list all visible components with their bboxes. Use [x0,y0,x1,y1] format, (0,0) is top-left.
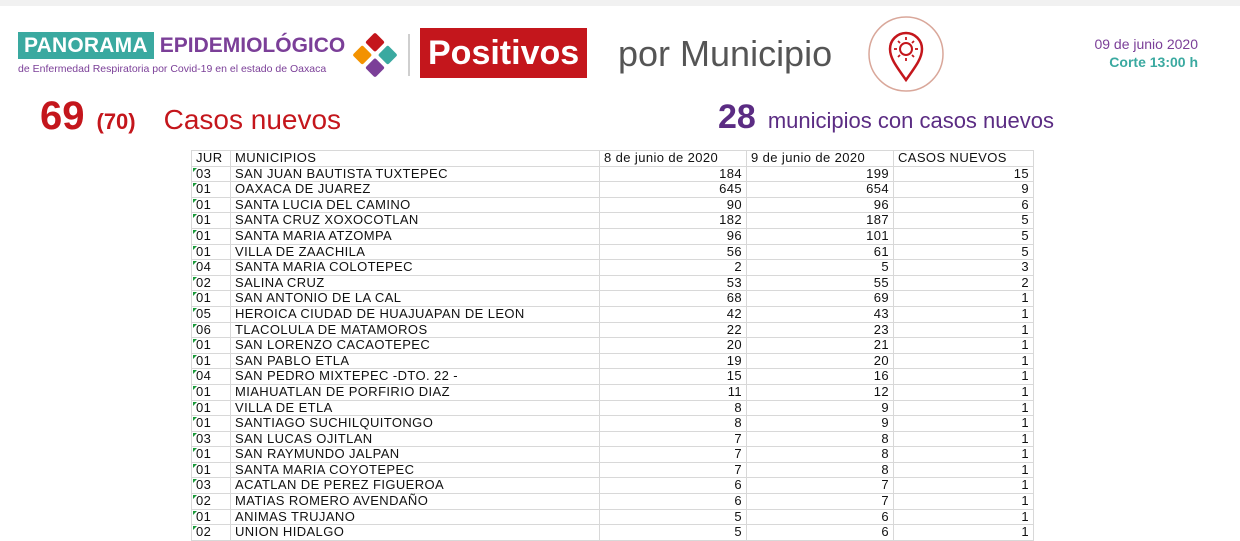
cell-municipio: HEROICA CIUDAD DE HUAJUAPAN DE LEON [231,306,600,322]
casos-nuevos-label: Casos nuevos [163,104,342,135]
cell-casos-nuevos: 1 [894,478,1034,494]
cell-jur: 03 [192,431,231,447]
brand-subtitle: de Enfermedad Respiratoria por Covid-19 en el estado de Oaxaca [18,63,327,75]
cell-8-junio: 184 [600,166,747,182]
cell-9-junio: 6 [747,525,894,541]
table-row [192,447,1034,463]
cell-8-junio: 8 [600,400,747,416]
report-date: 09 de junio 2020 [1094,36,1198,52]
table-row [192,384,1034,400]
cell-casos-nuevos: 1 [894,369,1034,385]
cell-8-junio: 19 [600,353,747,369]
col-header-jur: JUR [192,151,231,167]
table-row [192,197,1034,213]
cell-jur: 02 [192,525,231,541]
page-header [18,28,1228,100]
cell-casos-nuevos: 1 [894,306,1034,322]
table-row [192,306,1034,322]
cell-9-junio: 55 [747,275,894,291]
cell-casos-nuevos: 3 [894,260,1034,276]
table-row [192,509,1034,525]
cell-8-junio: 182 [600,213,747,229]
cell-9-junio: 187 [747,213,894,229]
cell-jur: 01 [192,213,231,229]
cell-municipio: SANTA MARIA ATZOMPA [231,228,600,244]
report-cutoff-time: Corte 13:00 h [1109,54,1198,70]
cell-8-junio: 11 [600,384,747,400]
cell-jur: 05 [192,306,231,322]
cell-casos-nuevos: 1 [894,338,1034,354]
cell-9-junio: 8 [747,462,894,478]
casos-nuevos-number: 69 [40,94,85,138]
table-row [192,260,1034,276]
cell-jur: 01 [192,338,231,354]
cell-municipio: SANTIAGO SUCHILQUITONGO [231,416,600,432]
table-row [192,244,1034,260]
table-row [192,525,1034,541]
cell-jur: 01 [192,400,231,416]
cell-casos-nuevos: 1 [894,322,1034,338]
brand-panorama: PANORAMA [18,32,154,59]
cell-8-junio: 56 [600,244,747,260]
cell-casos-nuevos: 1 [894,431,1034,447]
cell-8-junio: 7 [600,462,747,478]
municipios-summary [718,98,1054,137]
table-row [192,353,1034,369]
cell-jur: 04 [192,260,231,276]
casos-nuevos-summary [40,94,341,139]
casos-nuevos-parenthetical: (70) [96,109,136,134]
cell-8-junio: 2 [600,260,747,276]
cell-8-junio: 96 [600,228,747,244]
cell-8-junio: 645 [600,182,747,198]
cell-casos-nuevos: 9 [894,182,1034,198]
cell-casos-nuevos: 1 [894,462,1034,478]
cell-9-junio: 21 [747,338,894,354]
cell-jur: 01 [192,416,231,432]
cell-8-junio: 5 [600,525,747,541]
table-row [192,182,1034,198]
cell-jur: 01 [192,509,231,525]
title-por-municipio: por Municipio [618,33,833,74]
cell-municipio: SAN ANTONIO DE LA CAL [231,291,600,307]
brand-block [18,32,345,75]
col-header-8-junio: 8 de junio de 2020 [600,151,747,167]
header-divider [408,34,410,76]
cell-casos-nuevos: 5 [894,213,1034,229]
cell-8-junio: 90 [600,197,747,213]
cell-jur: 01 [192,244,231,260]
cell-9-junio: 16 [747,369,894,385]
cell-9-junio: 7 [747,494,894,510]
cell-municipio: ANIMAS TRUJANO [231,509,600,525]
table-body [192,166,1034,540]
cell-municipio: OAXACA DE JUAREZ [231,182,600,198]
cell-municipio: VILLA DE ZAACHILA [231,244,600,260]
col-header-casos-nuevos: CASOS NUEVOS [894,151,1034,167]
cell-casos-nuevos: 1 [894,525,1034,541]
cell-8-junio: 6 [600,478,747,494]
cell-jur: 01 [192,384,231,400]
cell-casos-nuevos: 1 [894,400,1034,416]
cell-casos-nuevos: 5 [894,244,1034,260]
cell-8-junio: 42 [600,306,747,322]
brand-row [18,32,345,59]
table-row [192,166,1034,182]
positivos-table-container [191,150,1034,541]
cell-jur: 01 [192,182,231,198]
cell-municipio: TLACOLULA DE MATAMOROS [231,322,600,338]
col-header-9-junio: 9 de junio de 2020 [747,151,894,167]
cell-casos-nuevos: 1 [894,384,1034,400]
cell-9-junio: 96 [747,197,894,213]
cell-casos-nuevos: 1 [894,353,1034,369]
top-strip [0,0,1240,6]
cell-9-junio: 199 [747,166,894,182]
cell-municipio: MATIAS ROMERO AVENDAÑO [231,494,600,510]
cell-municipio: SANTA LUCIA DEL CAMINO [231,197,600,213]
table-row [192,228,1034,244]
cell-casos-nuevos: 1 [894,494,1034,510]
cell-municipio: MIAHUATLAN DE PORFIRIO DIAZ [231,384,600,400]
table-row [192,338,1034,354]
date-block [1094,36,1198,70]
cell-jur: 01 [192,291,231,307]
municipios-number: 28 [718,98,756,136]
cell-municipio: VILLA DE ETLA [231,400,600,416]
cell-municipio: SAN RAYMUNDO JALPAN [231,447,600,463]
cell-casos-nuevos: 1 [894,447,1034,463]
cell-8-junio: 6 [600,494,747,510]
cell-9-junio: 12 [747,384,894,400]
table-row [192,291,1034,307]
cell-jur: 01 [192,228,231,244]
cell-9-junio: 8 [747,447,894,463]
cell-8-junio: 5 [600,509,747,525]
cell-jur: 02 [192,494,231,510]
cell-9-junio: 8 [747,431,894,447]
cell-9-junio: 23 [747,322,894,338]
cell-casos-nuevos: 1 [894,509,1034,525]
cell-9-junio: 69 [747,291,894,307]
virus-location-pin-icon [866,14,946,94]
title-positivos: Positivos [420,28,587,78]
cell-casos-nuevos: 1 [894,291,1034,307]
table-row [192,494,1034,510]
cell-municipio: SALINA CRUZ [231,275,600,291]
brand-epidemiologico: EPIDEMIOLÓGICO [159,33,346,57]
cell-casos-nuevos: 2 [894,275,1034,291]
cell-8-junio: 53 [600,275,747,291]
cell-9-junio: 6 [747,509,894,525]
cell-9-junio: 20 [747,353,894,369]
cell-8-junio: 8 [600,416,747,432]
cell-8-junio: 20 [600,338,747,354]
cell-9-junio: 654 [747,182,894,198]
cell-9-junio: 61 [747,244,894,260]
table-row [192,478,1034,494]
cell-8-junio: 15 [600,369,747,385]
cell-8-junio: 68 [600,291,747,307]
cell-municipio: SANTA MARIA COLOTEPEC [231,260,600,276]
cell-municipio: SAN PEDRO MIXTEPEC -DTO. 22 - [231,369,600,385]
cell-casos-nuevos: 1 [894,416,1034,432]
cell-jur: 01 [192,353,231,369]
table-row [192,416,1034,432]
table-row [192,462,1034,478]
cell-casos-nuevos: 15 [894,166,1034,182]
cell-9-junio: 5 [747,260,894,276]
table-row [192,431,1034,447]
cell-casos-nuevos: 5 [894,228,1034,244]
cell-jur: 03 [192,166,231,182]
cell-jur: 02 [192,275,231,291]
cell-jur: 01 [192,462,231,478]
cell-municipio: UNION HIDALGO [231,525,600,541]
table-row [192,275,1034,291]
table-row [192,400,1034,416]
cell-9-junio: 101 [747,228,894,244]
col-header-municipios: MUNICIPIOS [231,151,600,167]
government-logo-icon [350,30,400,80]
cell-9-junio: 9 [747,400,894,416]
positivos-table [191,150,1034,541]
cell-9-junio: 7 [747,478,894,494]
cell-casos-nuevos: 6 [894,197,1034,213]
cell-jur: 01 [192,197,231,213]
cell-municipio: SANTA MARIA COYOTEPEC [231,462,600,478]
cell-jur: 04 [192,369,231,385]
table-row [192,213,1034,229]
table-row [192,369,1034,385]
municipios-label: municipios con casos nuevos [767,108,1054,133]
cell-municipio: SAN JUAN BAUTISTA TUXTEPEC [231,166,600,182]
cell-jur: 06 [192,322,231,338]
cell-jur: 01 [192,447,231,463]
cell-8-junio: 7 [600,431,747,447]
cell-municipio: SAN LORENZO CACAOTEPEC [231,338,600,354]
cell-8-junio: 22 [600,322,747,338]
cell-municipio: SAN LUCAS OJITLAN [231,431,600,447]
table-row [192,322,1034,338]
cell-municipio: SANTA CRUZ XOXOCOTLAN [231,213,600,229]
cell-8-junio: 7 [600,447,747,463]
table-header-row [192,151,1034,167]
cell-jur: 03 [192,478,231,494]
cell-municipio: ACATLAN DE PEREZ FIGUEROA [231,478,600,494]
cell-municipio: SAN PABLO ETLA [231,353,600,369]
cell-9-junio: 9 [747,416,894,432]
cell-9-junio: 43 [747,306,894,322]
